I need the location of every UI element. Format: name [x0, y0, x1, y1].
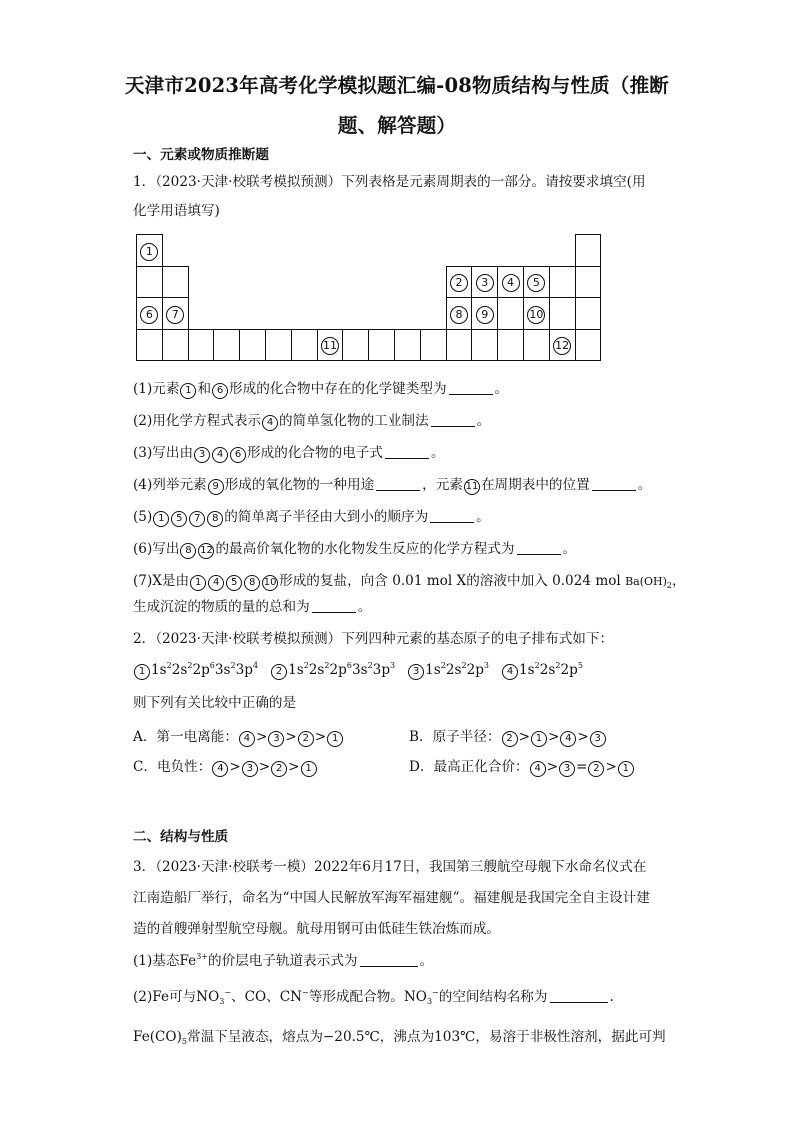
- q2-stem: 2．（2023·天津·校联考模拟预测）下列四种元素的基态原子的电子排布式如下：: [133, 631, 614, 647]
- q3-line2: 江南造船厂举行，命名为“中国人民解放军海军福建舰”。福建舰是我国完全自主设计建: [133, 890, 650, 906]
- electron-config-4: 4 $1s^22s^22p^5$: [501, 662, 583, 678]
- answer-blank[interactable]: [385, 445, 429, 459]
- element-label-6: 6: [140, 306, 158, 324]
- circled-number: 1: [134, 664, 150, 680]
- circled-number: 2: [588, 761, 604, 777]
- circled-number: 1: [531, 731, 547, 747]
- element-label-1: 1: [140, 243, 158, 261]
- answer-blank[interactable]: [360, 953, 418, 967]
- element-label-9: 9: [476, 306, 494, 324]
- element-label-4: 4: [502, 274, 520, 292]
- circled-number: 2: [502, 731, 518, 747]
- circled-number: 1: [301, 761, 317, 777]
- q1-sub7: (7)X是由 1 4 5 8 10 形成的复盐，向含 0.01 mol X的溶液中加入 0.024 mol $Ba(OH)_2$，: [133, 573, 686, 590]
- element-label-8: 8: [450, 306, 468, 324]
- circled-number: 3: [559, 761, 575, 777]
- element-label-2: 2: [450, 274, 468, 292]
- element-label-5: 5: [527, 274, 545, 292]
- q1-sub6: (6)写出 8 12 的最高价氧化物的水化物发生反应的化学方程式为 。: [133, 541, 577, 557]
- circled-number: 4: [502, 664, 518, 680]
- circled-number: 3: [268, 731, 284, 747]
- element-label-12: 12: [553, 337, 571, 355]
- circled-number: 2: [271, 761, 287, 777]
- circled-number: 2: [271, 664, 287, 680]
- q1-sub7-line2: 生成沉淀的物质的量的总和为 。: [133, 599, 372, 615]
- circled-number: 4: [560, 731, 576, 747]
- circled-number: 1: [618, 761, 634, 777]
- circled-number: 2: [298, 731, 314, 747]
- q3-last-line: $Fe(CO)_5$常温下呈液态，熔点为−20.5℃，沸点为103℃，易溶于非极性溶剂，据此可判: [133, 1029, 666, 1046]
- answer-blank[interactable]: [376, 477, 420, 491]
- option-c[interactable]: C．电负性： 4 > 3 > 2 > 1: [133, 755, 318, 777]
- element-label-3: 3: [476, 274, 494, 292]
- answer-blank[interactable]: [517, 541, 561, 555]
- answer-blank[interactable]: [592, 477, 636, 491]
- answer-blank[interactable]: [449, 381, 493, 395]
- q1-sub3: (3)写出由 3 4 6 形成的化合物的电子式 。: [133, 445, 445, 461]
- answer-blank[interactable]: [430, 509, 474, 523]
- circled-number: 3: [242, 761, 258, 777]
- q3-line3: 造的首艘弹射型航空母舰。航母用钢可由低硅生铁冶炼而成。: [133, 921, 501, 937]
- element-label-7: 7: [166, 306, 184, 324]
- answer-blank[interactable]: [550, 989, 608, 1003]
- element-label-11: 11: [321, 337, 339, 355]
- q2-ask: 则下列有关比较中正确的是: [133, 695, 297, 711]
- circled-number: 4: [212, 761, 228, 777]
- periodic-table-fragment: [136, 234, 601, 361]
- q1-sub2: (2)用化学方程式表示 4 的简单氢化物的工业制法 。: [133, 413, 491, 429]
- q3-sub1: (1)基态$Fe^{3+}$的价层电子轨道表示式为 。: [133, 952, 434, 969]
- page-title: 天津市2023年高考化学模拟题汇编-08物质结构与性质（推断题、解答题）: [124, 74, 669, 137]
- circled-number: 1: [327, 731, 343, 747]
- circled-number: 3: [590, 731, 606, 747]
- circled-number: 4: [530, 761, 546, 777]
- q1-sub4: (4)列举元素 9 形成的氧化物的一种用途 ，元素 11 在周期表中的位置 。: [133, 477, 652, 493]
- section-heading-1: 一、元素或物质推断题: [133, 147, 269, 163]
- option-label: C．电负性：: [133, 759, 212, 775]
- q1-stem-line1: 1．（2023·天津·校联考模拟预测）下列表格是元素周期表的一部分。请按要求填空(用: [133, 174, 646, 190]
- answer-blank[interactable]: [431, 413, 475, 427]
- answer-blank[interactable]: [312, 599, 356, 613]
- option-a[interactable]: A．第一电离能： 4 > 3 > 2 > 1: [133, 725, 344, 747]
- q1-sub5: (5) 1 5 7 8 的简单离子半径由大到小的顺序为 。: [133, 509, 490, 525]
- element-label-10: 10: [527, 306, 545, 324]
- option-label: D．最高正化合价：: [409, 759, 529, 775]
- q3-line1: 3．（2023·天津·校联考一模）2022年6月17日，我国第三艘航空母舰下水命名仪式在: [133, 859, 647, 875]
- electron-config-2: 2 $1s^22s^22p^63s^23p^3$: [270, 662, 395, 678]
- electron-config-3: 3 $1s^22s^22p^3$: [407, 662, 489, 678]
- q2-electron-configs: [133, 661, 583, 680]
- circled-number: 4: [239, 731, 255, 747]
- option-d[interactable]: D．最高正化合价： 4 > 3 = 2 > 1: [409, 755, 635, 777]
- q3-sub2: (2)Fe可与$NO_3^-$、CO、CN−等形成配合物。$NO_3^-$的空间结构名称为 .: [133, 988, 614, 1006]
- option-b[interactable]: B．原子半径： 2 > 1 > 4 > 3: [409, 725, 607, 747]
- section-heading-2: 二、结构与性质: [133, 829, 229, 845]
- option-label: B．原子半径：: [409, 729, 501, 745]
- electron-config-1: 1 $1s^22s^22p^63s^23p^4$: [133, 662, 258, 678]
- circled-number: 3: [408, 664, 424, 680]
- q1-sub1: (1)元素 1 和 6 形成的化合物中存在的化学键类型为 。: [133, 381, 509, 397]
- option-label: A．第一电离能：: [133, 729, 238, 745]
- q1-stem-line2: 化学用语填写): [133, 203, 220, 219]
